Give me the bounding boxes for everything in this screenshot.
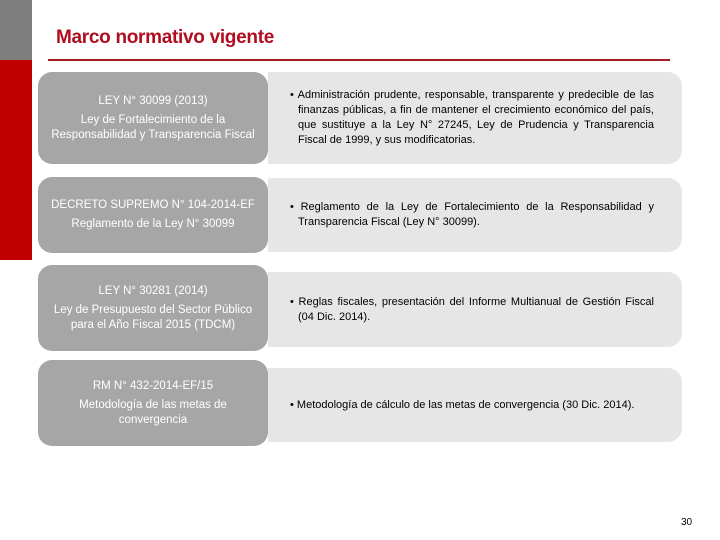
sidebar-red-block	[0, 60, 32, 260]
law-name: DECRETO SUPREMO N° 104-2014-EF	[51, 199, 255, 211]
law-description: Reglamento de la Ley N° 30099	[71, 218, 235, 230]
law-name: RM N° 432-2014-EF/15	[92, 379, 214, 392]
law-detail-text: Reglas fiscales, presentación del Informe Multianual de Gestión Fiscal (04 Dic. 2014).	[298, 295, 654, 323]
sidebar-gray-block	[0, 0, 32, 60]
law-box-3	[38, 265, 268, 351]
law-detail-1	[268, 72, 682, 164]
law-detail-2	[268, 178, 682, 252]
page-title: Marco normativo vigente	[56, 27, 274, 48]
law-box-1	[38, 72, 268, 164]
law-description: Ley de Presupuesto del Sector Público para el Año Fiscal 2015 (TDCM)	[53, 303, 253, 331]
law-detail-4	[268, 368, 682, 442]
law-box-2	[38, 177, 268, 253]
law-detail-text: Administración prudente, responsable, transparente y predecible de las finanzas públicas, a fin de mantener el crecimiento económico del país, que sustituye a la Ley N° 27245, Ley de Prudencia y Transparencia Fiscal de 1999, y sus modificatorias.	[297, 89, 654, 146]
law-detail-text: Metodología de cálculo de las metas de convergencia (30 Dic. 2014).	[296, 398, 635, 411]
bullet: •	[290, 89, 294, 101]
title-divider	[48, 59, 670, 61]
law-description: Metodología de las metas de convergencia	[79, 398, 227, 426]
law-box-4	[38, 360, 268, 446]
law-name: LEY N° 30099 (2013)	[98, 94, 208, 107]
law-description: Ley de Fortalecimiento de la Responsabilidad y Transparencia Fiscal	[51, 113, 255, 141]
law-detail-3	[268, 272, 682, 347]
law-name: LEY N° 30281 (2014)	[98, 284, 208, 297]
bullet: •	[290, 398, 294, 411]
bullet: •	[290, 295, 294, 308]
law-detail-text: Reglamento de la Ley de Fortalecimiento de la Responsabilidad y Transparencia Fiscal (Ley N° 30099).	[298, 201, 654, 228]
bullet: •	[290, 201, 294, 213]
page-number: 30	[681, 517, 693, 528]
